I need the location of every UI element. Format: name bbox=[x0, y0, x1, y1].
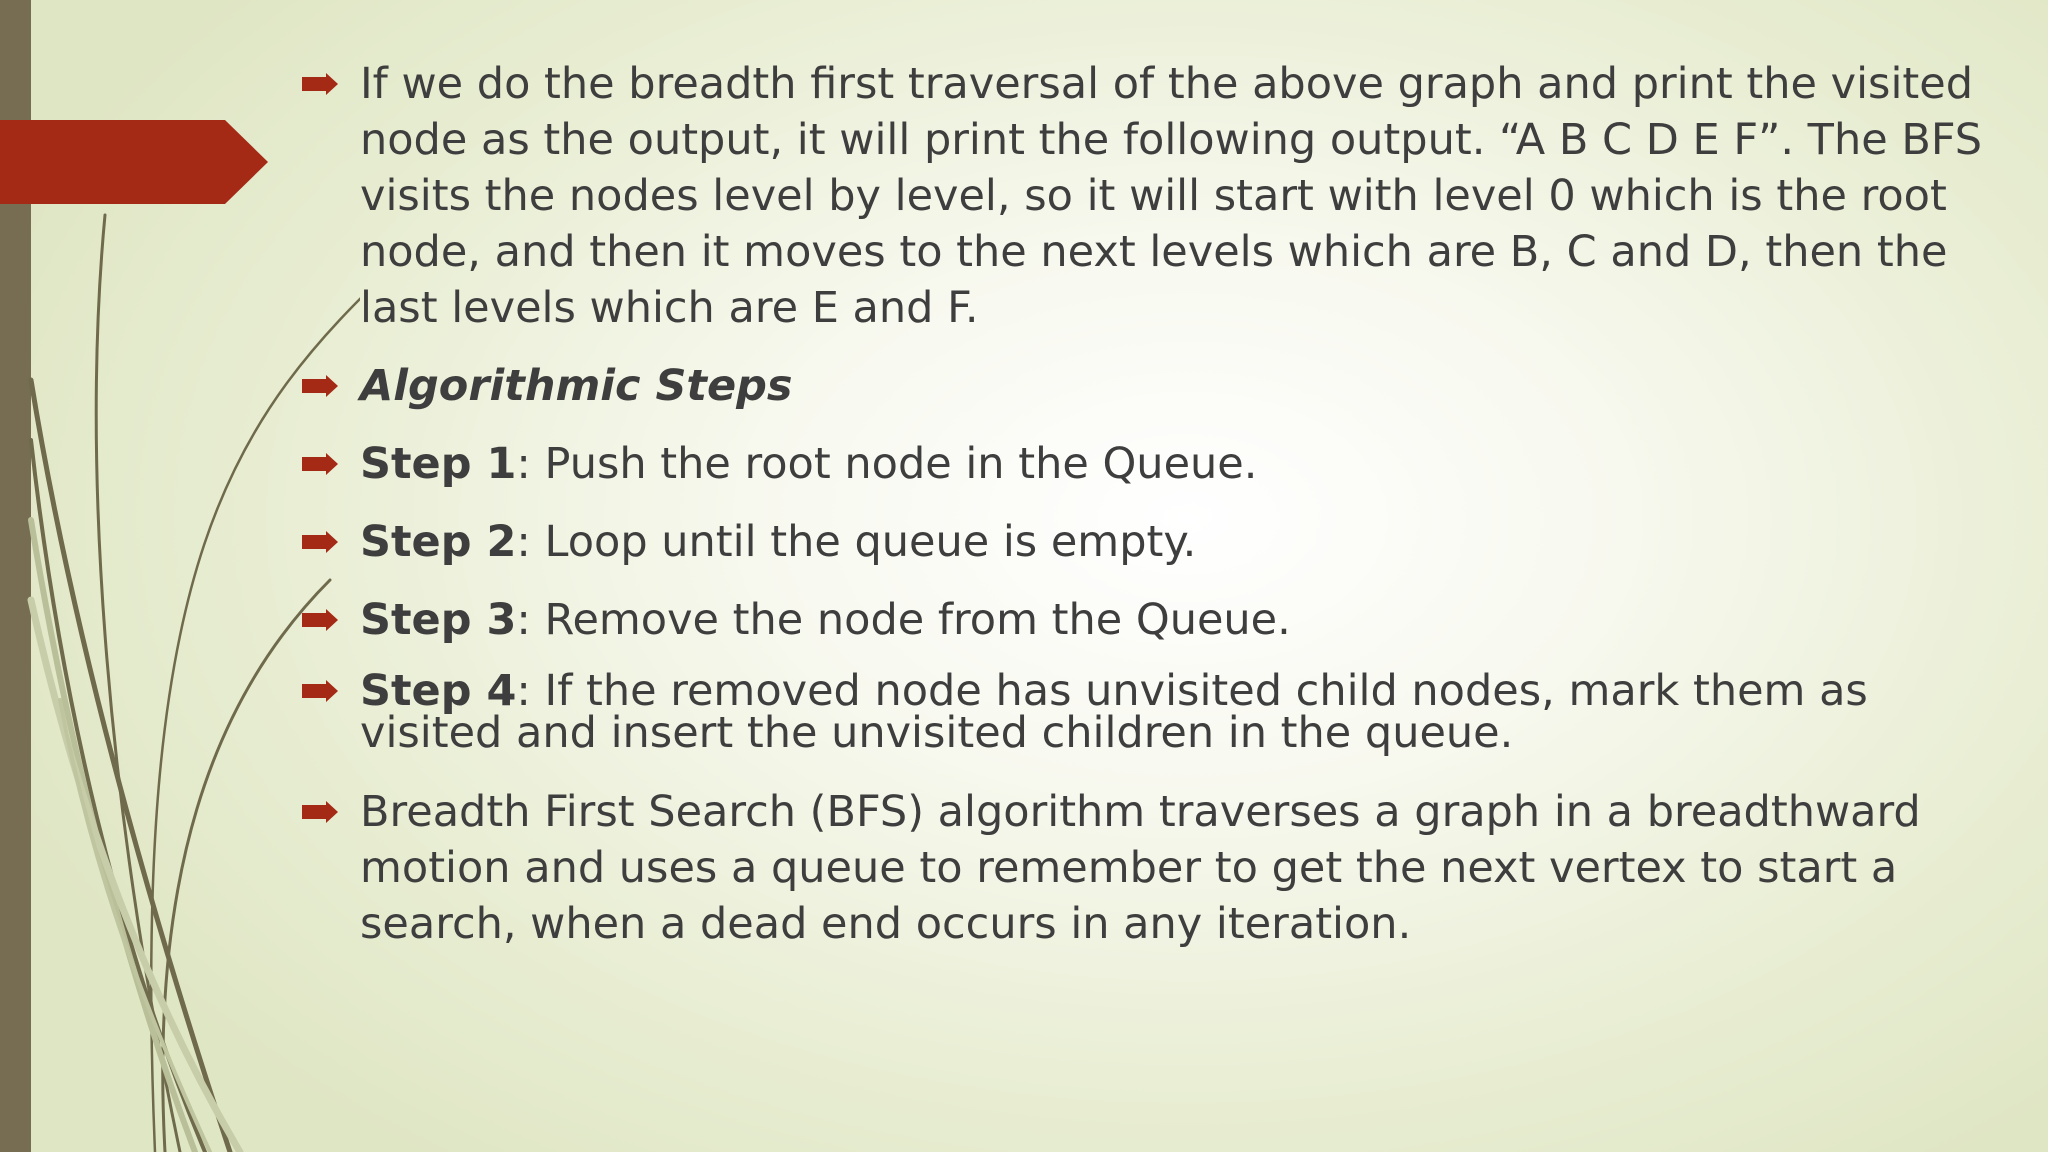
bullet-arrow-icon bbox=[302, 609, 338, 631]
bullet-arrow-icon bbox=[302, 801, 338, 823]
bullet-arrow-icon bbox=[302, 531, 338, 553]
step-text: : Remove the node from the Queue. bbox=[516, 595, 1291, 645]
bullet-arrow-icon bbox=[302, 73, 338, 95]
slide-content bbox=[302, 56, 2022, 974]
step-text: : If the removed node has unvisited child nodes, mark them as visited and insert the unvisited children in the queue. bbox=[360, 666, 1868, 758]
bullet-step-2 bbox=[302, 514, 2022, 570]
step-label: Step 3 bbox=[360, 595, 517, 645]
bullet-text: If we do the breadth first traversal of the above graph and print the visited node as the output, it will print the following output. “A B C D E F”. The BFS visits the nodes level by level, so it will start with level 0 which is the root node, and then it moves to the next levels which are B, C and D, then the last levels which are E and F. bbox=[360, 59, 1983, 333]
bullet-step-1 bbox=[302, 436, 2022, 492]
bullet-arrow-icon bbox=[302, 453, 338, 475]
arrow-tag-decoration bbox=[0, 120, 268, 204]
step-text: : Loop until the queue is empty. bbox=[516, 517, 1197, 567]
step-label: Step 1 bbox=[360, 439, 517, 489]
bullet-bfs-output bbox=[302, 56, 2022, 336]
bullet-arrow-icon bbox=[302, 680, 338, 702]
bullet-bfs-definition bbox=[302, 784, 2022, 952]
bullet-arrow-icon bbox=[302, 375, 338, 397]
step-label: Step 4 bbox=[360, 666, 517, 716]
section-heading: Algorithmic Steps bbox=[360, 361, 793, 411]
bullet-text: Breadth First Search (BFS) algorithm traverses a graph in a breadthward motion and uses a queue to remember to get the next vertex to start a search, when a dead end occurs in any iteration. bbox=[360, 787, 1921, 949]
bullet-step-3 bbox=[302, 592, 2022, 648]
step-label: Step 2 bbox=[360, 517, 517, 567]
step-text: : Push the root node in the Queue. bbox=[516, 439, 1258, 489]
bullet-step-4 bbox=[302, 666, 2022, 758]
bullet-algorithmic-steps bbox=[302, 358, 2022, 414]
